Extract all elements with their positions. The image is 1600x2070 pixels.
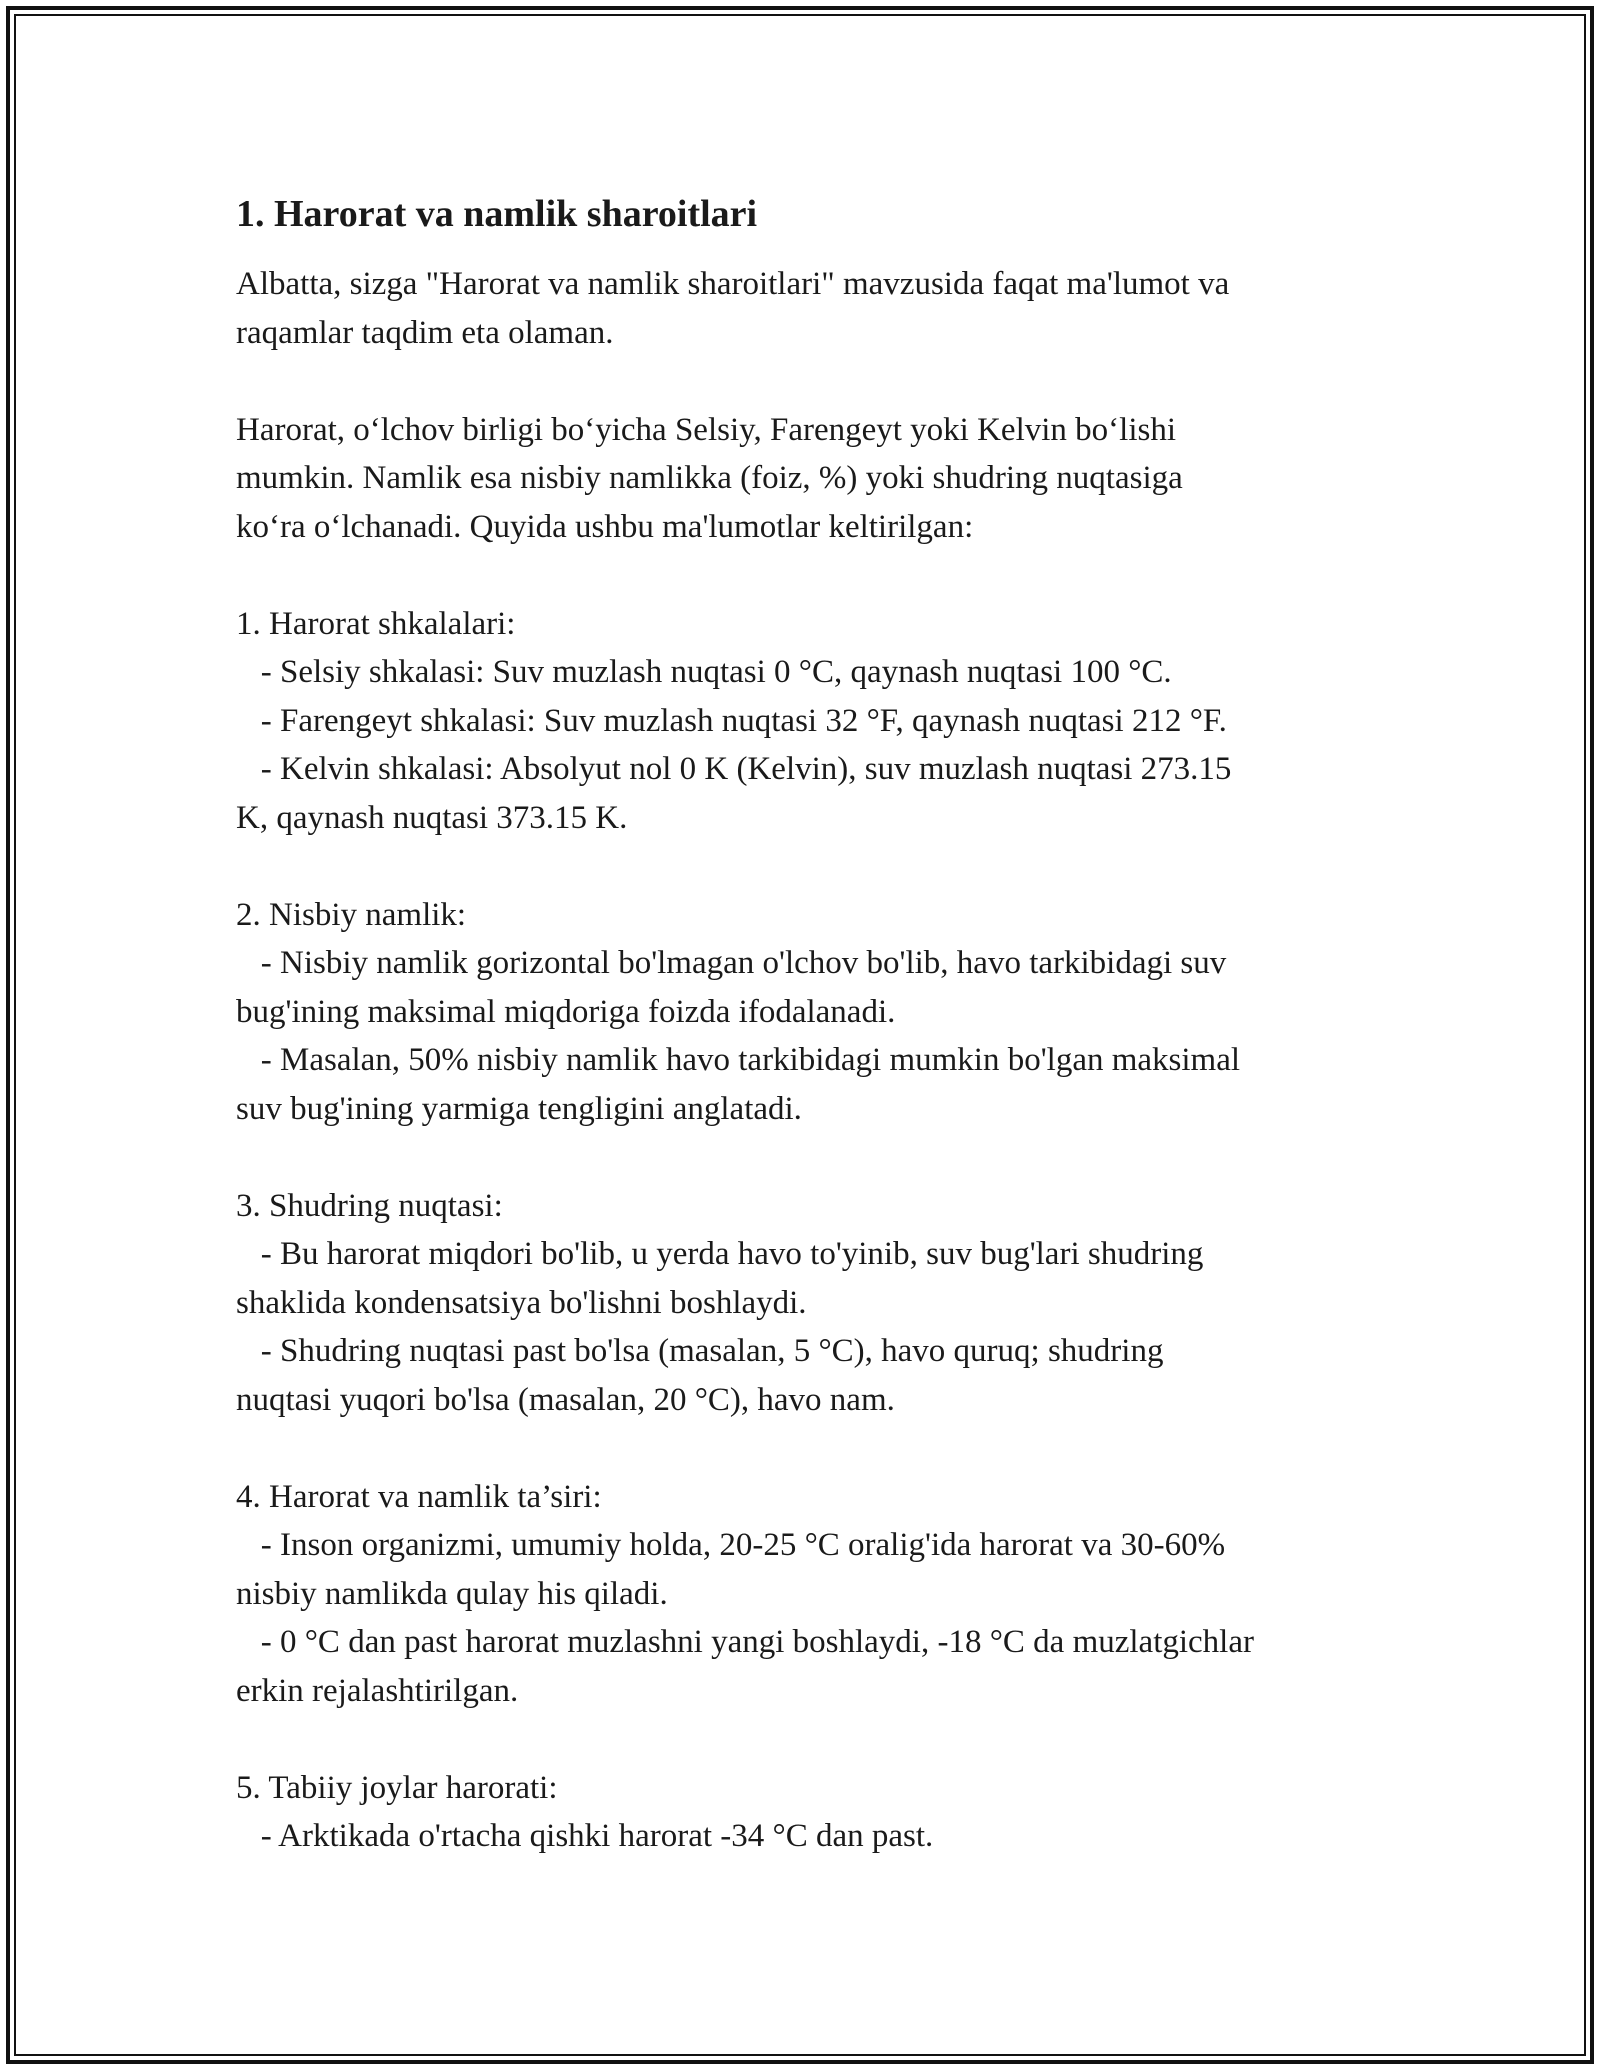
document-body: Albatta, sizga "Harorat va namlik sharoitlari" mavzusida faqat ma'lumot va raqamlar taqdim eta olaman. Harorat, o‘lchov birligi bo‘yicha Selsiy, Farengeyt yoki Kelvin bo‘lishi mumkin. Namlik esa nisbiy namlikka (foiz, %) yoki shudring nuqtasiga ko‘ra o‘lchanadi. Quyida ushbu ma'lumotlar keltirilgan: 1. Harorat shkalalari: - Selsiy shkalasi: Suv muzlash nuqtasi 0 °C, qaynash nuqtasi 100 °C. - Farengeyt shkalasi: Suv muzlash nuqtasi 32 °F, qaynash nuqtasi 212 °F. - Kelvin shkalasi: Absolyut nol 0 K (Kelvin), suv muzlash nuqtasi 273.15 K, qaynash nuqtasi 373.15 K. 2. Nisbiy namlik: - Nisbiy namlik gorizontal bo'lmagan o'lchov bo'lib, havo tarkibidagi suv bug'ining maksimal miqdoriga foizda ifodalanadi. - Masalan, 50% nisbiy namlik havo tarkibidagi mumkin bo'lgan maksimal suv bug'ining yarmiga tengligini anglatadi. 3. Shudring nuqtasi: - Bu harorat miqdori bo'lib, u yerda havo to'yinib, suv bug'lari shudring shaklida kondensatsiya bo'lishni boshlaydi. - Shudring nuqtasi past bo'lsa (masalan, 5 °C), havo quruq; shudring nuqtasi yuqori bo'lsa (masalan, 20 °C), havo nam. 4. Harorat va namlik ta’siri: - Inson organizmi, umumiy holda, 20-25 °C oralig'ida harorat va 30-60% nisbiy namlikda qulay his qiladi. - 0 °C dan past harorat muzlashni yangi boshlaydi, -18 °C da muzlatgichlar erkin rejalashtirilgan. 5. Tabiiy joylar harorati: - Arktikada o'rtacha qishki harorat -34 °C dan past. bbox=[236, 266, 1254, 1854]
document-page bbox=[236, 186, 1376, 1861]
document-heading: 1. Harorat va namlik sharoitlari bbox=[236, 193, 758, 235]
